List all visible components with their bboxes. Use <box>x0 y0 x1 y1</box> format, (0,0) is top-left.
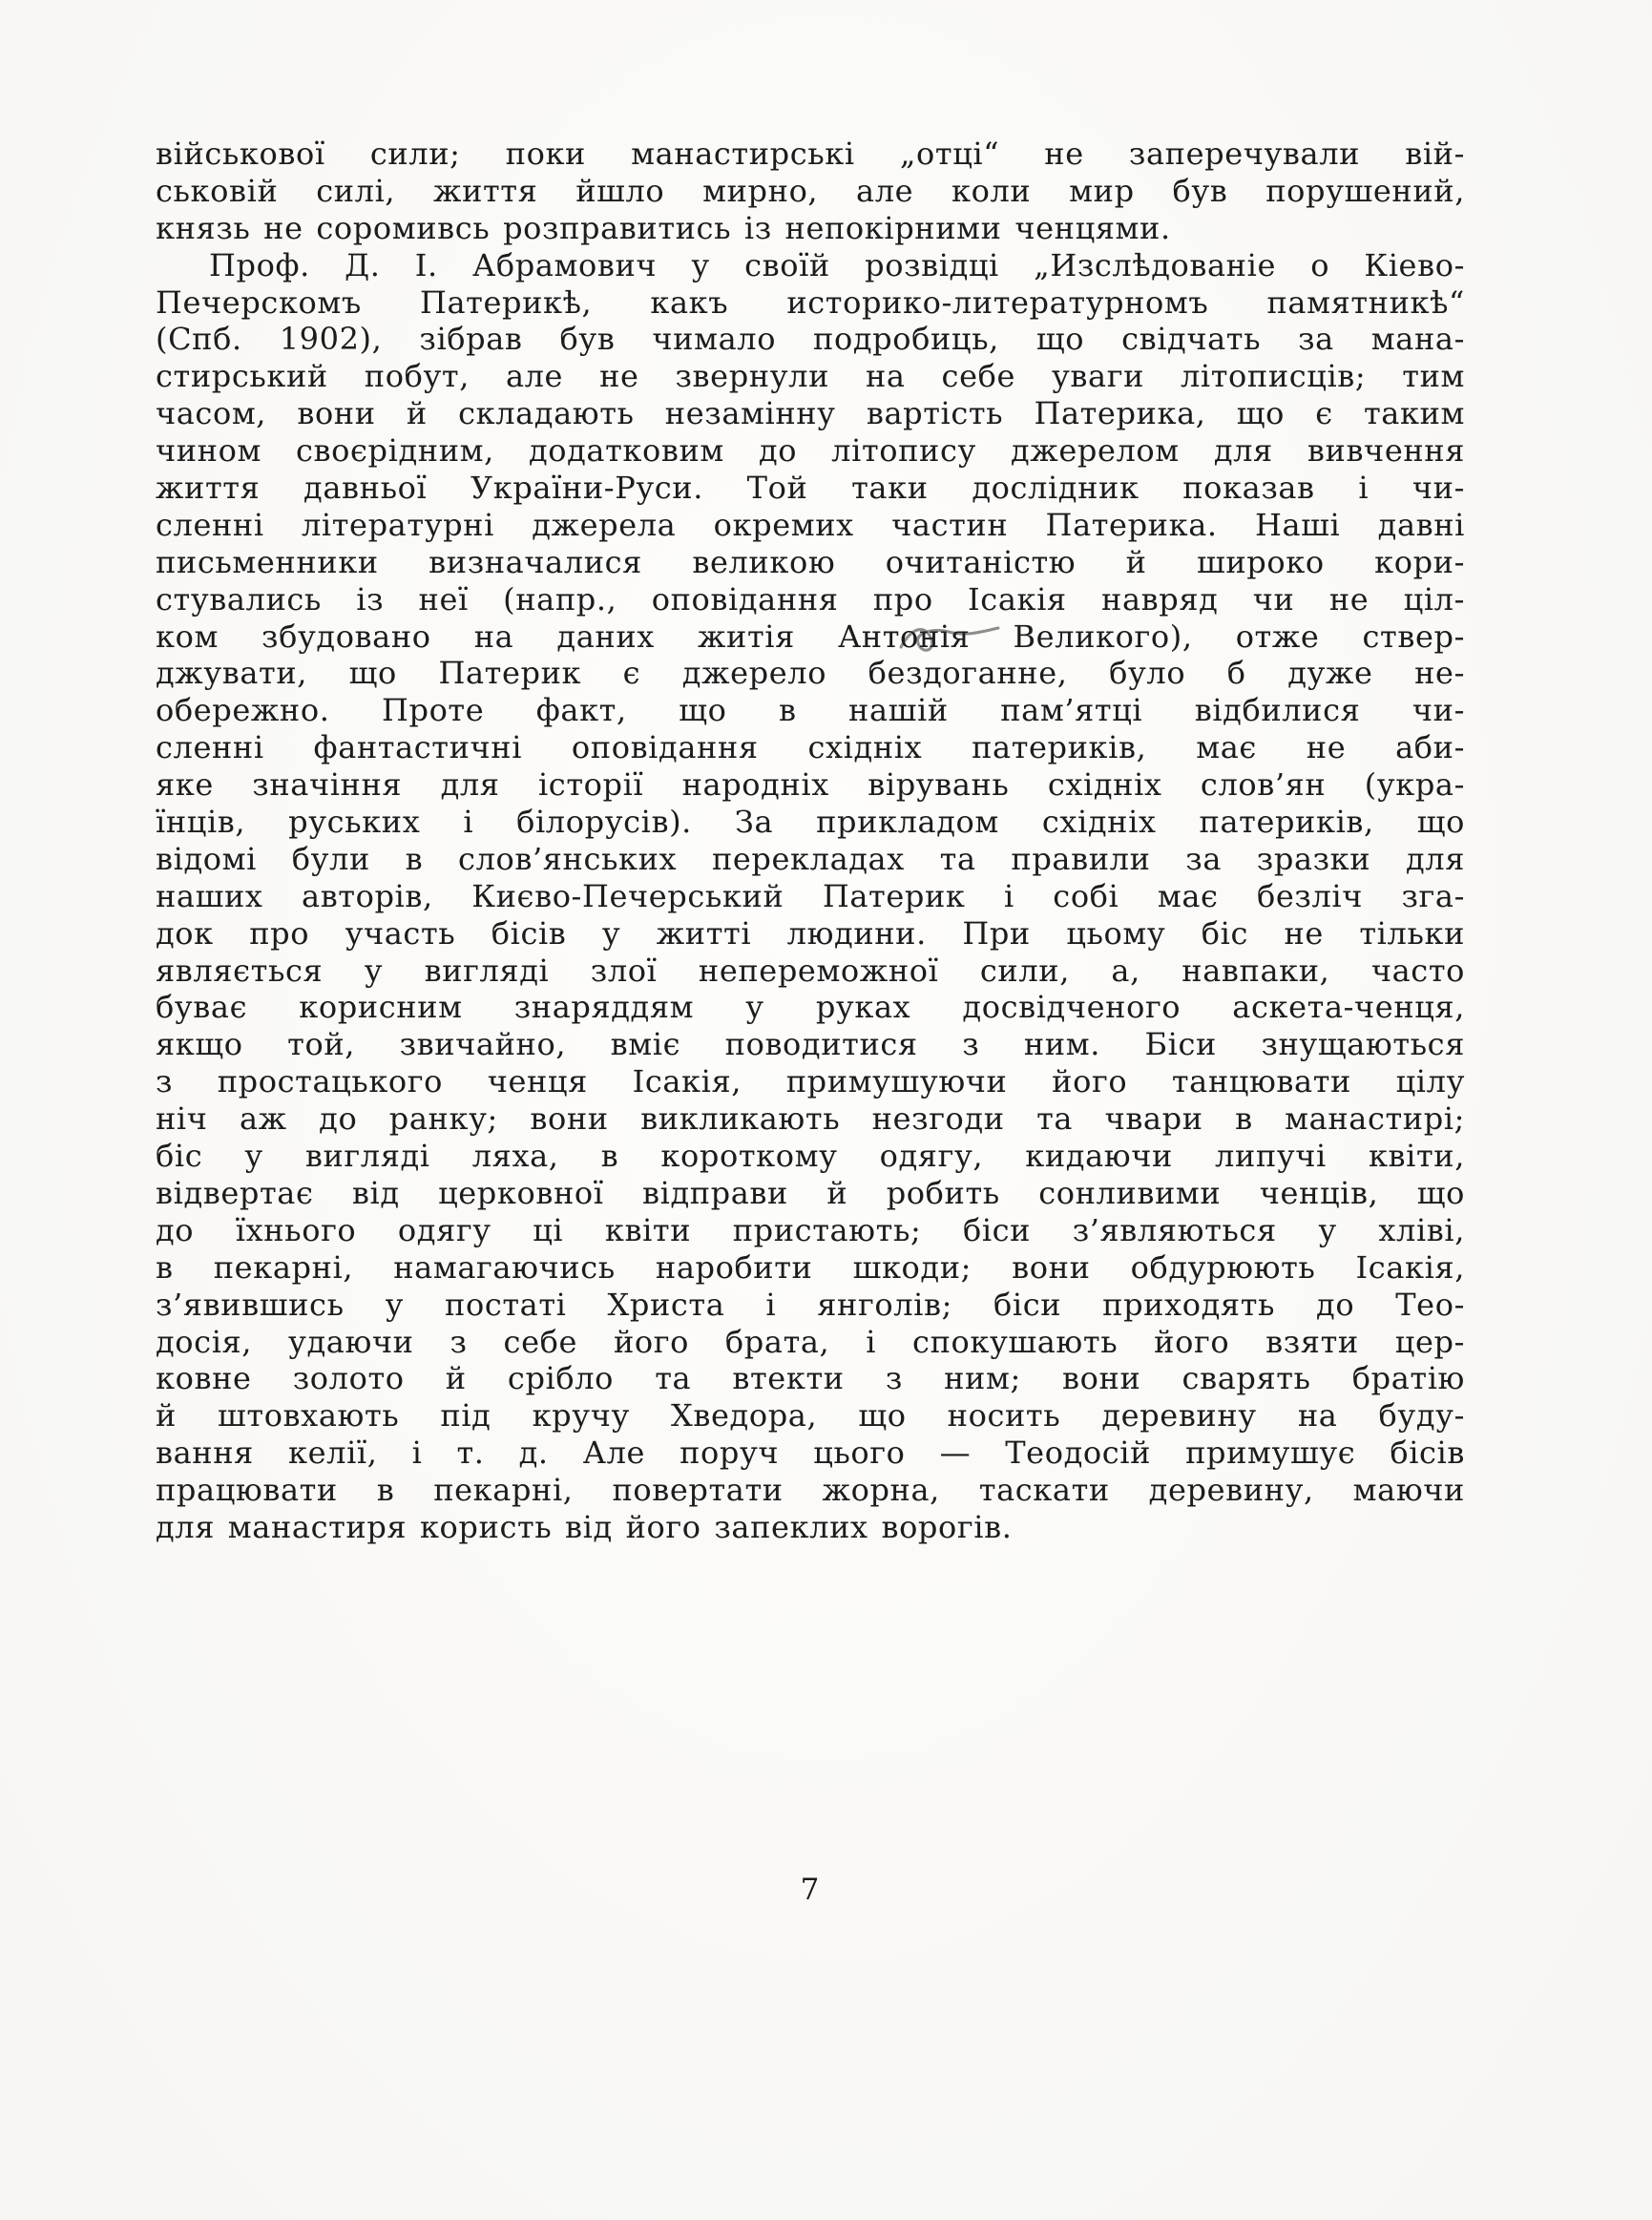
text-line: ніч аж до ранку; вони викликають незгоди та чвари в манастирі; <box>156 1100 1465 1138</box>
text-line: до їхнього одягу ці квіти пристають; біси з’являються у хліві, <box>156 1211 1465 1248</box>
text-line: й штовхають під кручу Хведора, що носить деревину на буду- <box>156 1397 1465 1435</box>
text-line: життя давньої України-Руси. Той таки дослідник показав і чи- <box>156 470 1465 507</box>
text-line: буває корисним знаряддям у руках досвідченого аскета-ченця, <box>156 989 1465 1026</box>
page-number: 7 <box>800 1873 821 1907</box>
text-line: з’явившись у постаті Христа і янголів; біси приходять до Тео- <box>156 1286 1465 1323</box>
text-line: ком збудовано на даних житія Антонія Великого), отже ствер- <box>156 618 1465 655</box>
text-line: (Спб. 1902), зібрав був чимало подробиць, що свідчать за мана- <box>156 321 1465 358</box>
text-line: працювати в пекарні, повертати жорна, таскати деревину, маючи <box>156 1472 1465 1509</box>
text-line: ськовій силі, життя йшло мирно, але коли мир був порушений, <box>156 172 1465 209</box>
text-line: джувати, що Патерик є джерело бездоганне, було б дуже не- <box>156 655 1465 692</box>
text-line: якщо той, звичайно, вміє поводитися з ним. Біси знущаються <box>156 1026 1465 1063</box>
text-line: Печерскомъ Патерикѣ, какъ историко-литературномъ памятникѣ“ <box>156 283 1465 321</box>
text-line: для манастиря користь від його запеклих ворогів. <box>156 1508 1013 1545</box>
text-line: відвертає від церковної відправи й робить сонливими ченців, що <box>156 1174 1465 1211</box>
text-line: відомі були в слов’янських перекладах та правили за зразки для <box>156 840 1465 877</box>
text-line: чином своєрідним, додатковим до літопису джерелом для вивчення <box>156 432 1465 470</box>
text-line: досія, удаючи з себе його брата, і спокушають його взяти цер- <box>156 1323 1465 1360</box>
text-line: обережно. Проте факт, що в нашій пам’ятці відбилися чи- <box>156 692 1465 729</box>
text-line: в пекарні, намагаючись наробити шкоди; вони обдурюють Ісакія, <box>156 1248 1465 1286</box>
text-line: яке значіння для історії народніх вірувань східніх слов’ян (укра- <box>156 766 1465 804</box>
text-line: часом, вони й складають незамінну вартість Патерика, що є таким <box>156 395 1465 432</box>
text-line: док про участь бісів у житті людини. При цьому біс не тільки <box>156 914 1465 952</box>
text-line: військової сили; поки манастирські „отці“ не заперечували вій- <box>156 136 1465 172</box>
page-text <box>156 136 1465 1546</box>
text-line: сленні літературні джерела окремих частин Патерика. Наші давні <box>156 506 1465 543</box>
text-line: наших авторів, Києво-Печерський Патерик і собі має безліч зга- <box>156 877 1465 914</box>
text-line: з простацького ченця Ісакія, примушуючи його танцювати цілу <box>156 1063 1465 1100</box>
text-line: князь не соромивсь розправитись із непокірними ченцями. <box>156 209 1171 246</box>
text-line: ковне золото й срібло та втекти з ним; вони сварять братію <box>156 1360 1465 1397</box>
text-line: Проф. Д. І. Абрамович у своїй розвідці „Изслѣдованіе о Кіево- <box>209 246 1465 283</box>
text-line: стирський побут, але не звернули на себе уваги літописців; тим <box>156 358 1465 395</box>
text-line: біс у вигляді ляха, в короткому одягу, кидаючи липучі квіти, <box>156 1138 1465 1175</box>
text-line: стувались із неї (напр., оповідання про Ісакія навряд чи не ціл- <box>156 580 1465 618</box>
text-line: сленні фантастичні оповідання східніх патериків, має не аби- <box>156 729 1465 766</box>
text-line: їнців, руських і білорусів). За прикладом східніх патериків, що <box>156 804 1465 841</box>
text-line: письменники визначалися великою очитаністю й широко кори- <box>156 543 1465 580</box>
text-line: вання келії, і т. д. Але поруч цього — Теодосій примушує бісів <box>156 1435 1465 1472</box>
text-line: являється у вигляді злої непереможної сили, а, навпаки, часто <box>156 952 1465 989</box>
